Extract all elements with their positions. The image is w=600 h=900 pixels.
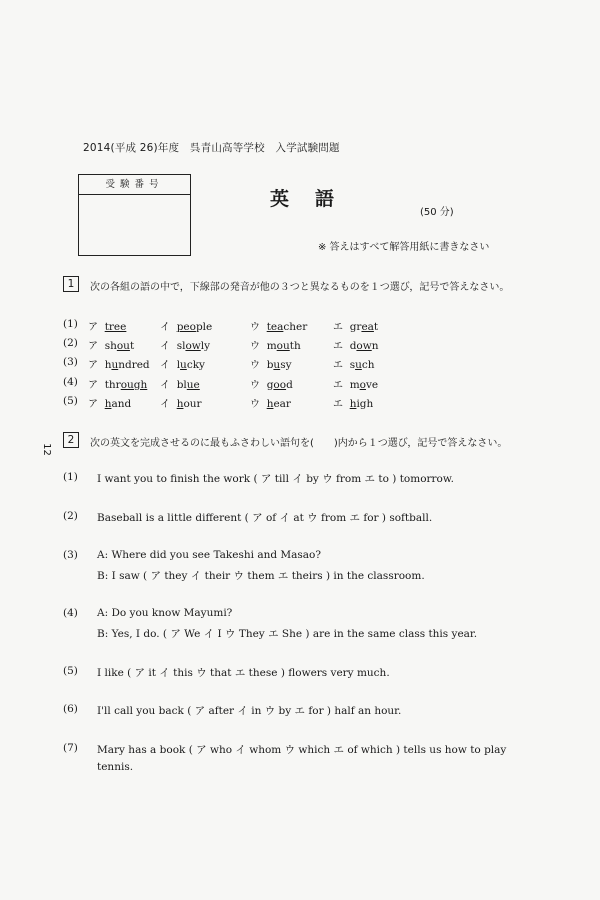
question-text: I'll call you back ( ア after イ in ウ by エ for ) half an hour. [97, 705, 402, 717]
word-part: and [111, 398, 132, 410]
word-part: gr [349, 321, 362, 333]
option-mark: ア [88, 341, 98, 352]
question-text: A: Where did you see Takeshi and Masao? [97, 549, 322, 561]
word-part: g [266, 379, 274, 391]
word-part: sl [176, 340, 186, 352]
exam-number-label: 受験番号 [79, 175, 190, 195]
option-mark: ウ [250, 380, 260, 391]
underlined-part: o [359, 379, 366, 391]
word-part: th [289, 340, 301, 352]
word-part: ndred [118, 359, 150, 371]
underlined-part: h [176, 398, 184, 410]
option-mark: エ [333, 341, 343, 352]
word-part: m [349, 379, 360, 391]
answer-option [250, 395, 291, 410]
option-mark: ウ [250, 399, 260, 410]
answer-option [250, 337, 301, 352]
answer-option [160, 395, 202, 410]
word-part: sh [104, 340, 117, 352]
exam-header: 2014(平成 26)年度 呉青山高等学校 入学試験問題 [83, 142, 340, 154]
question-text: I like ( ア it イ this ウ that エ these ) flowers very much. [97, 667, 390, 679]
question-text: tennis. [97, 761, 134, 773]
underlined-part: ou [116, 340, 130, 352]
answer-option [333, 337, 379, 352]
question-text: A: Do you know Mayumi? [97, 607, 233, 619]
option-mark: ア [88, 399, 98, 410]
word-part: l [176, 359, 181, 371]
option-mark: イ [160, 322, 170, 333]
option-mark: エ [333, 380, 343, 391]
underlined-part: u [111, 359, 119, 371]
question-number: (4) [63, 607, 78, 619]
option-mark: イ [160, 380, 170, 391]
answer-option [333, 376, 378, 391]
word-part: ve [365, 379, 379, 391]
answer-option [160, 337, 210, 352]
word-part: n [371, 340, 379, 352]
underlined-part: h [266, 398, 274, 410]
question-number: (5) [63, 395, 78, 407]
word-part: m [266, 340, 277, 352]
word-part: igh [356, 398, 374, 410]
exam-duration: (50 分) [420, 207, 454, 218]
answer-option [88, 395, 131, 410]
section-2-instruction: 次の英文を完成させるのに最もふさわしい語句を( )内から１つ選び，記号で答えなさい。 [90, 438, 508, 449]
question-number: (2) [63, 510, 78, 522]
question-text: Mary has a book ( ア who イ whom ウ which エ of which ) tells us how to play [97, 744, 507, 756]
word-part: h [104, 359, 112, 371]
answer-option [160, 356, 205, 371]
underlined-part: u [273, 359, 281, 371]
question-number: (3) [63, 356, 78, 368]
underlined-part: ea [361, 321, 374, 333]
answer-option [88, 318, 126, 333]
word-part: cher [283, 321, 308, 333]
word-part: ch [361, 359, 375, 371]
word-part: d [349, 340, 357, 352]
exam-number-box[interactable] [78, 174, 191, 256]
underlined-part: ow [185, 340, 201, 352]
answer-option [333, 395, 373, 410]
answer-option [160, 318, 212, 333]
underlined-part: tea [266, 321, 284, 333]
word-part: cky [186, 359, 205, 371]
question-text: B: I saw ( ア they イ their ウ them エ theirs ) in the classroom. [97, 570, 425, 582]
word-part: ple [195, 321, 213, 333]
option-mark: ア [88, 380, 98, 391]
question-number: (6) [63, 703, 78, 715]
answer-option [88, 376, 147, 391]
option-mark: ア [88, 360, 98, 371]
underlined-part: u [355, 359, 362, 371]
underlined-part: ough [120, 379, 148, 391]
option-mark: エ [333, 399, 343, 410]
option-mark: イ [160, 360, 170, 371]
option-mark: ア [88, 322, 98, 333]
answer-option [88, 356, 150, 371]
question-number: (5) [63, 665, 78, 677]
question-number: (7) [63, 742, 78, 754]
word-part: d [286, 379, 293, 391]
option-mark: ウ [250, 360, 260, 371]
answer-option [250, 356, 292, 371]
page-number: 12 [40, 443, 52, 456]
question-number: (4) [63, 376, 78, 388]
word-part: thr [104, 379, 121, 391]
option-mark: エ [333, 360, 343, 371]
question-text: I want you to finish the work ( ア till イ by ウ from エ to ) tomorrow. [97, 473, 454, 485]
word-part: b [266, 359, 274, 371]
question-text: B: Yes, I do. ( ア We イ I ウ They エ She ) are in the same class this year. [97, 628, 478, 640]
question-number: (1) [63, 318, 78, 330]
option-mark: エ [333, 322, 343, 333]
word-part: bl [176, 379, 187, 391]
word-part: our [183, 398, 202, 410]
underlined-part: ow [356, 340, 372, 352]
underlined-part: ue [186, 379, 200, 391]
option-mark: イ [160, 341, 170, 352]
word-part: t [373, 321, 379, 333]
word-part: ear [273, 398, 291, 410]
option-mark: ウ [250, 341, 260, 352]
subject-title: 英語 [270, 188, 361, 210]
question-number: (3) [63, 549, 78, 561]
word-part: s [349, 359, 356, 371]
question-number: (1) [63, 471, 78, 483]
word-part: t [129, 340, 135, 352]
section-2-number: 2 [63, 432, 79, 448]
option-mark: ウ [250, 322, 260, 333]
section-1-number: 1 [63, 276, 79, 292]
question-number: (2) [63, 337, 78, 349]
answer-option [250, 318, 307, 333]
answer-option [88, 337, 134, 352]
answer-option [333, 318, 378, 333]
underlined-part: oo [273, 379, 287, 391]
underlined-part: tree [104, 321, 127, 333]
underlined-part: h [104, 398, 112, 410]
word-part: sy [280, 359, 292, 371]
word-part: ly [200, 340, 211, 352]
option-mark: イ [160, 399, 170, 410]
answer-option [160, 376, 200, 391]
section-1-instruction: 次の各組の語の中で，下線部の発音が他の３つと異なるものを１つ選び，記号で答えなさい。 [90, 282, 510, 293]
answer-option [333, 356, 375, 371]
underlined-part: h [349, 398, 357, 410]
answer-note: ※ 答えはすべて解答用紙に書きなさい [318, 242, 490, 253]
underlined-part: ou [276, 340, 290, 352]
answer-option [250, 376, 293, 391]
question-text: Baseball is a little different ( ア of イ at ウ from エ for ) softball. [97, 512, 433, 524]
underlined-part: u [180, 359, 187, 371]
underlined-part: peo [176, 321, 196, 333]
